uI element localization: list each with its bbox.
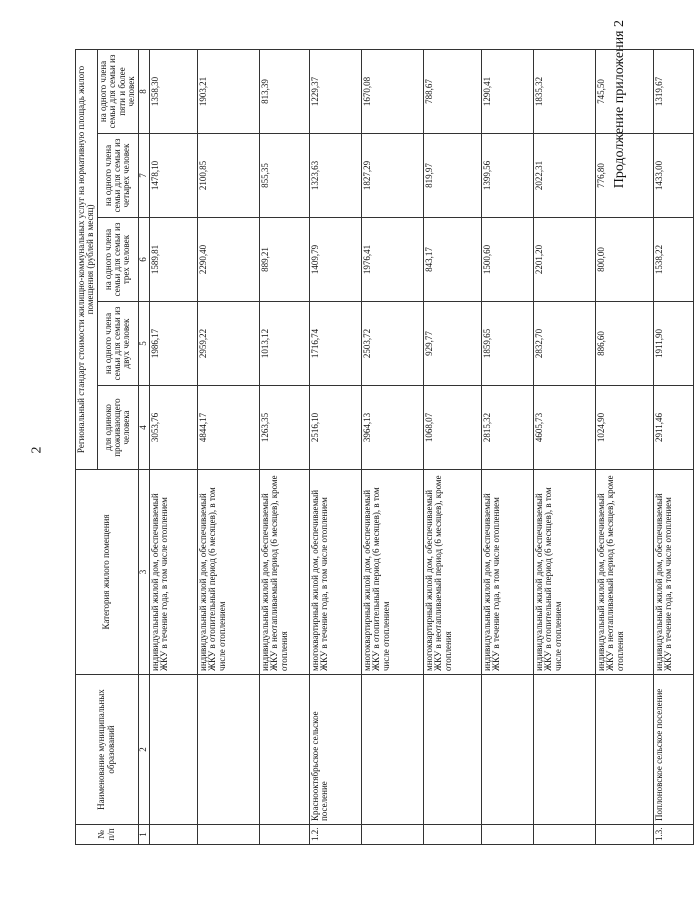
housing-category: индивидуальный жилой дом, обеспечиваемый ЖКУ в отопительный период (6 месяцев), в том числе отоплением <box>197 470 259 675</box>
col-number: 2 <box>138 675 149 825</box>
cost-value: 1478,10 <box>149 134 197 218</box>
cost-value: 1229,37 <box>309 49 361 133</box>
row-number: 1.2. <box>309 825 361 845</box>
row-number <box>423 825 481 845</box>
cost-value: 929,77 <box>423 302 481 386</box>
table-row <box>423 49 481 844</box>
cost-value: 1399,56 <box>481 134 533 218</box>
cost-value: 1358,30 <box>149 49 197 133</box>
cost-value: 2911,46 <box>653 386 693 470</box>
table-row <box>481 49 533 844</box>
cost-value: 776,80 <box>595 134 653 218</box>
table-row <box>149 49 197 844</box>
cost-value: 4605,73 <box>533 386 595 470</box>
header-num: № п/п <box>76 825 139 845</box>
cost-value: 800,00 <box>595 218 653 302</box>
cost-value: 2022,31 <box>533 134 595 218</box>
row-number <box>481 825 533 845</box>
cost-value: 2100,85 <box>197 134 259 218</box>
col-number: 6 <box>138 218 149 302</box>
cost-value: 1263,35 <box>259 386 309 470</box>
cost-value: 819,97 <box>423 134 481 218</box>
municipality-name <box>361 675 423 825</box>
row-number <box>259 825 309 845</box>
col-number: 1 <box>138 825 149 845</box>
cost-value: 1500,60 <box>481 218 533 302</box>
municipality-name <box>481 675 533 825</box>
municipality-name <box>149 675 197 825</box>
cost-value: 1323,63 <box>309 134 361 218</box>
cost-value: 1911,90 <box>653 302 693 386</box>
row-number <box>149 825 197 845</box>
cost-value: 2815,32 <box>481 386 533 470</box>
row-number <box>533 825 595 845</box>
cost-value: 1976,41 <box>361 218 423 302</box>
cost-value: 843,17 <box>423 218 481 302</box>
row-number <box>361 825 423 845</box>
municipality-name <box>533 675 595 825</box>
cost-value: 1859,65 <box>481 302 533 386</box>
subheader-3: на одного члена семьи для семьи из трех человек <box>97 218 138 302</box>
cost-value: 1986,17 <box>149 302 197 386</box>
housing-category: индивидуальный жилой дом, обеспечиваемый ЖКУ в течение года, в том числе отоплением <box>149 470 197 675</box>
housing-category: индивидуальный жилой дом, обеспечиваемый ЖКУ в течение года, в том числе отоплением <box>653 470 693 675</box>
cost-value: 855,35 <box>259 134 309 218</box>
municipality-name <box>423 675 481 825</box>
col-number: 5 <box>138 302 149 386</box>
appendix-title: Продолжение приложения 2 <box>612 20 627 189</box>
row-number <box>197 825 259 845</box>
cost-value: 1290,41 <box>481 49 533 133</box>
table-row <box>197 49 259 844</box>
subheader-2: на одного члена семьи для семьи из двух человек <box>97 302 138 386</box>
row-number <box>595 825 653 845</box>
table-row <box>533 49 595 844</box>
cost-value: 1835,32 <box>533 49 595 133</box>
col-number: 7 <box>138 134 149 218</box>
table-row <box>259 49 309 844</box>
col-number: 8 <box>138 49 149 133</box>
cost-value: 2503,72 <box>361 302 423 386</box>
cost-value: 1716,74 <box>309 302 361 386</box>
cost-value: 4844,17 <box>197 386 259 470</box>
table-row <box>309 49 361 844</box>
cost-value: 1319,67 <box>653 49 693 133</box>
cost-value: 2959,22 <box>197 302 259 386</box>
housing-category: многоквартирный жилой дом, обеспечиваемый ЖКУ в отопительный период (6 месяцев), в том числе отоплением <box>361 470 423 675</box>
cost-value: 889,21 <box>259 218 309 302</box>
cost-value: 1827,29 <box>361 134 423 218</box>
header-category: Категория жилого помещения <box>76 470 139 675</box>
header-name: Наименование муниципальных образований <box>76 675 139 825</box>
housing-category: индивидуальный жилой дом, обеспечиваемый ЖКУ в отопительный период (6 месяцев), в том числе отоплением <box>533 470 595 675</box>
cost-value: 1589,81 <box>149 218 197 302</box>
cost-value: 1538,22 <box>653 218 693 302</box>
cost-value: 788,67 <box>423 49 481 133</box>
cost-value: 1903,21 <box>197 49 259 133</box>
table-row <box>653 49 693 844</box>
standard-cost-table <box>75 49 694 845</box>
table-row <box>595 49 653 844</box>
row-number: 1.3. <box>653 825 693 845</box>
col-number: 3 <box>138 470 149 675</box>
cost-value: 2290,40 <box>197 218 259 302</box>
cost-value: 2516,10 <box>309 386 361 470</box>
municipality-name: Поплоновское сельское поселение <box>653 675 693 825</box>
municipality-name: Краснооктябрьское сельское поселение <box>309 675 361 825</box>
cost-value: 3964,13 <box>361 386 423 470</box>
cost-value: 813,39 <box>259 49 309 133</box>
cost-value: 3053,76 <box>149 386 197 470</box>
cost-value: 2832,70 <box>533 302 595 386</box>
cost-value: 1433,00 <box>653 134 693 218</box>
subheader-1: для одиноко проживающего человека <box>97 386 138 470</box>
table-row <box>361 49 423 844</box>
housing-category: индивидуальный жилой дом, обеспечиваемый ЖКУ в неотапливаемый период (6 месяцев), кроме отопления <box>595 470 653 675</box>
municipality-name <box>259 675 309 825</box>
subheader-5: на одного члена семьи для семьи из пяти и более человек <box>97 49 138 133</box>
cost-value: 1068,07 <box>423 386 481 470</box>
cost-value: 1024,90 <box>595 386 653 470</box>
header-standard: Региональный стандарт стоимости жилищно-коммунальных услуг на нормативную площадь жилого помещения (рублей в месяц) <box>76 49 98 469</box>
municipality-name <box>595 675 653 825</box>
col-number: 4 <box>138 386 149 470</box>
cost-value: 2201,20 <box>533 218 595 302</box>
housing-category: индивидуальный жилой дом, обеспечиваемый ЖКУ в неотапливаемый период (6 месяцев), кроме отопления <box>259 470 309 675</box>
cost-value: 1013,12 <box>259 302 309 386</box>
cost-value: 745,50 <box>595 49 653 133</box>
subheader-4: на одного члена семьи для семьи из четырех человек <box>97 134 138 218</box>
housing-category: многоквартирный жилой дом, обеспечиваемый ЖКУ в неотапливаемый период (6 месяцев), кроме отопления <box>423 470 481 675</box>
municipality-name <box>197 675 259 825</box>
housing-category: многоквартирный жилой дом, обеспечиваемый ЖКУ в течение года, в том числе отоплением <box>309 470 361 675</box>
cost-value: 886,60 <box>595 302 653 386</box>
housing-category: индивидуальный жилой дом, обеспечиваемый ЖКУ в течение года, в том числе отоплением <box>481 470 533 675</box>
cost-value: 1409,79 <box>309 218 361 302</box>
cost-value: 1670,08 <box>361 49 423 133</box>
